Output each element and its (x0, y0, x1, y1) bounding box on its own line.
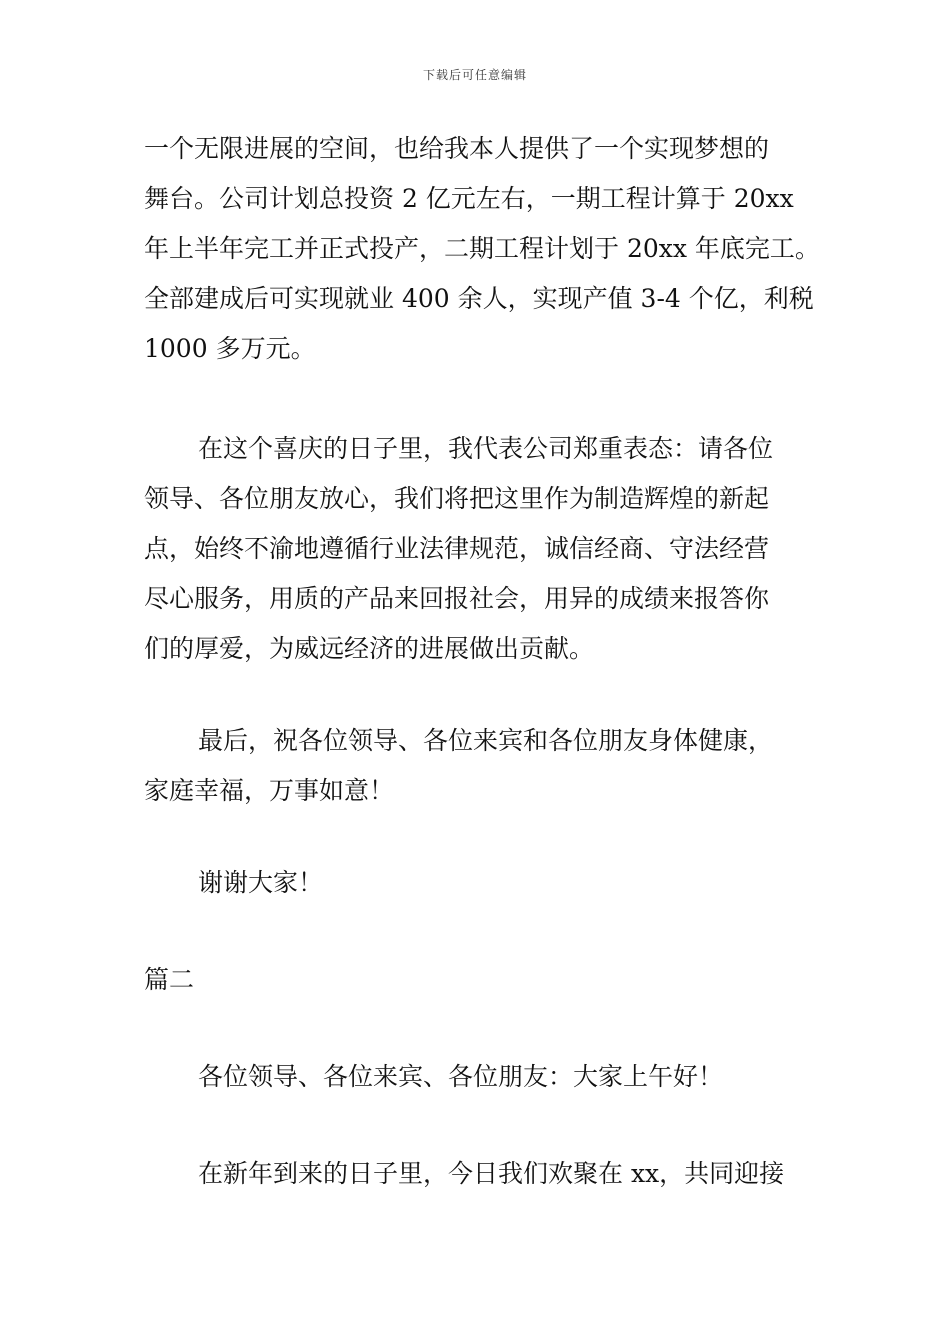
paragraph-3 (144, 716, 824, 816)
paragraph-line: 全部建成后可实现就业 400 余人，实现产值 3-4 个亿，利税 (144, 284, 814, 313)
paragraph-line: 舞台。公司计划总投资 2 亿元左右，一期工程计算于 20xx (144, 184, 794, 213)
section-title-text: 篇二 (144, 965, 195, 994)
paragraph-line: 家庭幸福，万事如意！ (144, 776, 395, 805)
paragraph-line: 最后，祝各位领导、各位来宾和各位朋友身体健康， (198, 726, 774, 755)
paragraph-4 (144, 858, 824, 908)
section-title (144, 955, 824, 1005)
paragraph-line: 尽心服务，用质的产品来回报社会，用异的成绩来报答你 (144, 584, 770, 613)
paragraph-line: 在这个喜庆的日子里，我代表公司郑重表态：请各位 (198, 434, 774, 463)
paragraph-line: 年上半年完工并正式投产，二期工程计划于 20xx 年底完工。 (144, 234, 820, 263)
paragraph-line: 一个无限进展的空间，也给我本人提供了一个实现梦想的 (144, 134, 770, 163)
paragraph-5 (144, 1052, 824, 1102)
paragraph-line: 谢谢大家！ (198, 868, 324, 897)
document-body (144, 124, 824, 1199)
paragraph-line: 点，始终不渝地遵循行业法律规范，诚信经商、守法经营 (144, 534, 770, 563)
paragraph-line: 各位领导、各位来宾、各位朋友：大家上午好！ (198, 1062, 724, 1091)
paragraph-6 (144, 1149, 824, 1199)
paragraph-line: 1000 多万元。 (144, 334, 316, 363)
paragraph-line: 在新年到来的日子里，今日我们欢聚在 xx，共同迎接 (198, 1159, 785, 1188)
paragraph-1 (144, 124, 824, 374)
paragraph-line: 领导、各位朋友放心，我们将把这里作为制造辉煌的新起 (144, 484, 770, 513)
paragraph-2 (144, 424, 824, 674)
page-header-note: 下载后可任意编辑 (422, 68, 527, 82)
paragraph-line: 们的厚爱，为威远经济的进展做出贡献。 (144, 634, 595, 663)
